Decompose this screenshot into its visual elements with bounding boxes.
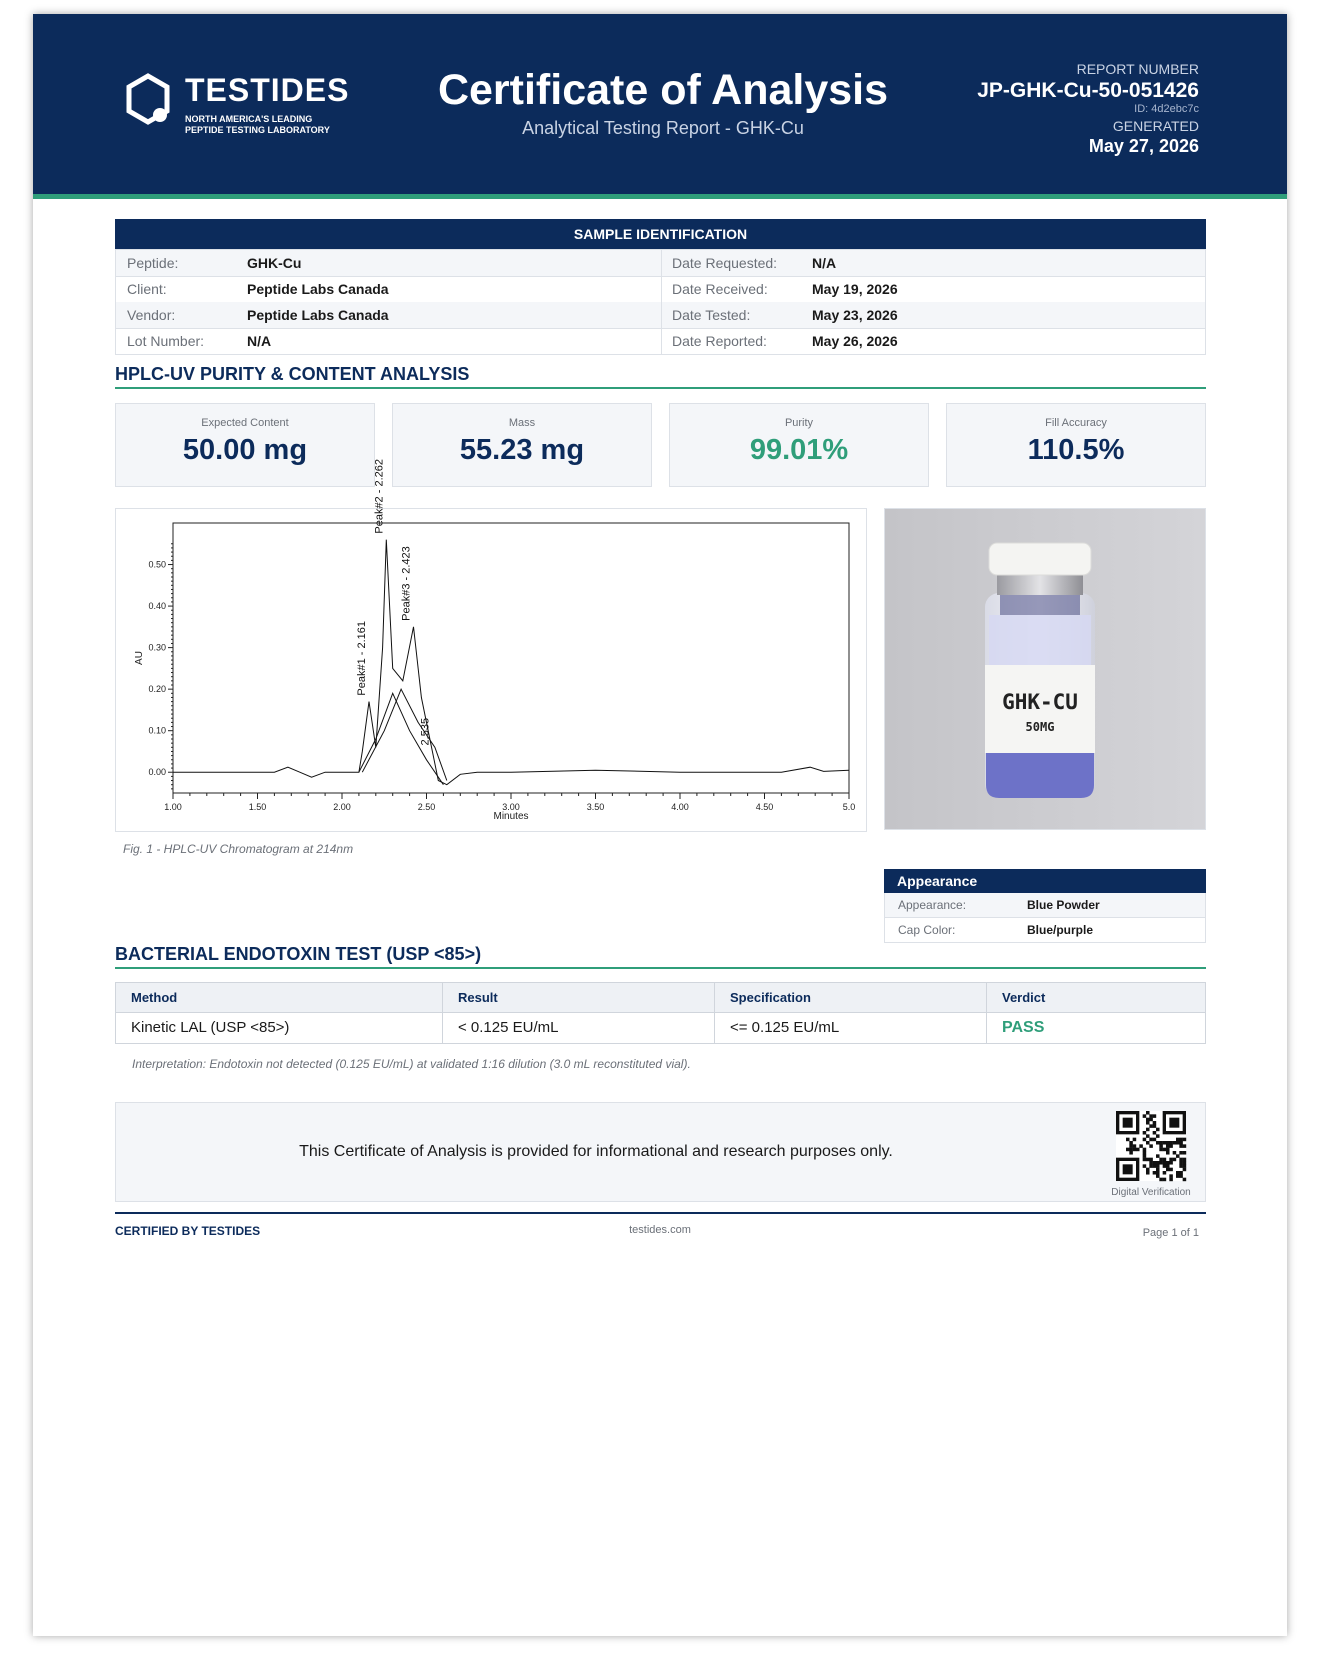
appearance-title: Appearance (884, 869, 1206, 893)
metric-card-mass (392, 403, 652, 487)
document-title: Certificate of Analysis (437, 66, 889, 114)
y-tick-label: 0.30 (148, 642, 166, 653)
footer-rule (115, 1212, 1206, 1214)
vial-label-dose: 50MG (1025, 720, 1055, 734)
chromatogram-traces (173, 540, 849, 785)
sid-label: Vendor: (127, 307, 176, 323)
metric-value: 50.00 mg (182, 434, 308, 466)
column-header-method: Method (131, 990, 178, 1005)
endotoxin-table-header (116, 983, 1205, 1013)
brand-tagline-line-2: PEPTIDE TESTING LABORATORY (185, 125, 330, 135)
metric-card-purity (669, 403, 929, 487)
brand-tagline (185, 114, 385, 136)
y-axis-ticks (148, 544, 173, 789)
y-tick-label: 0.00 (148, 767, 166, 778)
sid-label: Peptide: (127, 255, 179, 271)
peak-label: Peak#1 - 2.161 (356, 620, 369, 696)
qr-code-graphic (1116, 1111, 1186, 1181)
footer-page-number: Page 1 of 1 (1142, 1227, 1199, 1239)
peak-label: 2.535 (419, 717, 432, 746)
brand-name: TESTIDES (185, 72, 350, 108)
metric-card-fill-accuracy (946, 403, 1206, 487)
chromatogram-chart (116, 458, 866, 831)
generated-date: May 27, 2026 (1088, 136, 1199, 156)
plot-frame (173, 523, 849, 793)
sid-label: Date Received: (672, 281, 768, 297)
column-divider (442, 983, 443, 1043)
hexagon-logo-icon (123, 72, 173, 128)
sid-label: Date Reported: (672, 333, 767, 349)
x-tick-label: 1.00 (164, 802, 182, 812)
y-tick-label: 0.40 (148, 601, 166, 612)
sid-label: Client: (127, 281, 167, 297)
y-tick-label: 0.20 (148, 684, 166, 695)
report-id: ID: 4d2ebc7c (1134, 103, 1199, 115)
column-divider (714, 983, 715, 1043)
x-tick-label: 1.50 (248, 802, 267, 812)
sid-value: GHK-Cu (247, 255, 302, 271)
sid-value: May 19, 2026 (812, 281, 898, 297)
sid-value: N/A (247, 333, 272, 349)
peak-baseline-trace (362, 689, 447, 780)
hplc-section-title: HPLC-UV PURITY & CONTENT ANALYSIS (115, 364, 470, 384)
metric-card-expected-content (115, 403, 375, 487)
certificate-page (33, 14, 1287, 1636)
vial-photo (884, 508, 1206, 830)
x-tick-label: 2.00 (333, 802, 351, 812)
y-tick-label: 0.10 (148, 725, 166, 736)
appearance-row (884, 918, 1206, 943)
x-tick-label: 4.00 (671, 802, 689, 812)
appearance-value: Blue/purple (1027, 923, 1094, 937)
sid-label: Date Requested: (672, 255, 778, 271)
cell-method: Kinetic LAL (USP <85>) (131, 1019, 290, 1036)
x-tick-label: 3.00 (502, 802, 520, 812)
sid-value: N/A (812, 255, 837, 271)
peak-label: Peak#3 - 2.423 (400, 546, 413, 621)
x-tick-label: 5.0 (842, 802, 856, 812)
column-divider (986, 983, 987, 1043)
figure-caption: Fig. 1 - HPLC-UV Chromatogram at 214nm (123, 842, 354, 856)
sid-column-divider (661, 250, 662, 354)
peak-label: Peak#2 - 2.262 (373, 458, 386, 534)
appearance-label: Cap Color: (898, 923, 956, 937)
appearance-value: Blue Powder (1027, 898, 1100, 912)
appearance-row (884, 893, 1206, 918)
x-axis-label: Minutes (493, 811, 529, 822)
vial-cap (989, 543, 1091, 575)
verdict-pass-badge: PASS (1002, 1019, 1045, 1036)
column-header-result: Result (458, 990, 498, 1005)
y-axis-label: AU (134, 651, 145, 665)
chromatogram-trace (173, 540, 849, 785)
vial-crimp (997, 573, 1083, 595)
vial-neck (1000, 593, 1080, 615)
disclaimer-box (115, 1102, 1206, 1202)
endotoxin-section-rule (115, 967, 1206, 969)
x-tick-label: 2.50 (417, 802, 436, 812)
metric-value: 99.01% (749, 434, 849, 466)
appearance-label: Appearance: (898, 898, 967, 912)
metric-label: Expected Content (201, 417, 289, 429)
sid-value: May 23, 2026 (812, 307, 898, 323)
metric-label: Purity (784, 417, 814, 429)
x-tick-label: 3.50 (586, 802, 605, 812)
sample-identification-table (115, 249, 1206, 355)
chromatogram-panel (115, 458, 867, 832)
sid-label: Lot Number: (127, 333, 205, 349)
header-accent-rule (33, 194, 1287, 199)
brand-tagline-line-1: NORTH AMERICA'S LEADING (185, 114, 313, 124)
sid-label: Date Tested: (672, 307, 751, 323)
endotoxin-section-title: BACTERIAL ENDOTOXIN TEST (USP <85>) (115, 944, 482, 964)
hplc-section-rule (115, 387, 1206, 389)
report-number: JP-GHK-Cu-50-051426 (977, 79, 1199, 102)
column-header-specification: Specification (730, 990, 811, 1005)
qr-code-icon[interactable] (1116, 1111, 1186, 1181)
y-tick-label: 0.50 (148, 559, 166, 570)
x-axis-ticks (164, 793, 855, 812)
sid-value: May 26, 2026 (812, 333, 898, 349)
peak-annotations (356, 459, 431, 745)
metric-label: Fill Accuracy (1045, 417, 1107, 429)
table-row (116, 1013, 1205, 1043)
generated-label: GENERATED (1112, 118, 1199, 134)
cell-result: < 0.125 EU/mL (458, 1019, 559, 1036)
footer-certified: CERTIFIED BY TESTIDES (115, 1224, 261, 1238)
cell-specification: <= 0.125 EU/mL (730, 1019, 840, 1036)
vial-illustration (885, 509, 1205, 829)
x-tick-label: 4.50 (755, 802, 774, 812)
endotoxin-interpretation: Interpretation: Endotoxin not detected (0.125 EU/mL) at validated 1:16 dilution (3.0 mL reconstituted vial). (132, 1057, 691, 1071)
report-number-label: REPORT NUMBER (1076, 61, 1199, 77)
vial-headspace (989, 615, 1091, 665)
vial-label-name: GHK-CU (1002, 690, 1078, 714)
disclaimer-text: This Certificate of Analysis is provided for informational and research purposes only. (299, 1143, 893, 1160)
sample-identification-title: SAMPLE IDENTIFICATION (115, 219, 1206, 249)
endotoxin-table (115, 982, 1206, 1044)
sid-value: Peptide Labs Canada (247, 307, 389, 323)
qr-caption: Digital Verification (1111, 1187, 1191, 1198)
column-header-verdict: Verdict (1002, 990, 1046, 1005)
metric-label: Mass (508, 417, 536, 429)
header-banner (33, 14, 1287, 194)
document-subtitle: Analytical Testing Report - GHK-Cu (522, 118, 804, 138)
metric-value: 110.5% (1027, 434, 1125, 466)
vial-powder (986, 749, 1094, 798)
sid-value: Peptide Labs Canada (247, 281, 389, 297)
metric-value: 55.23 mg (459, 434, 585, 466)
footer-website-link[interactable]: testides.com (629, 1224, 691, 1236)
